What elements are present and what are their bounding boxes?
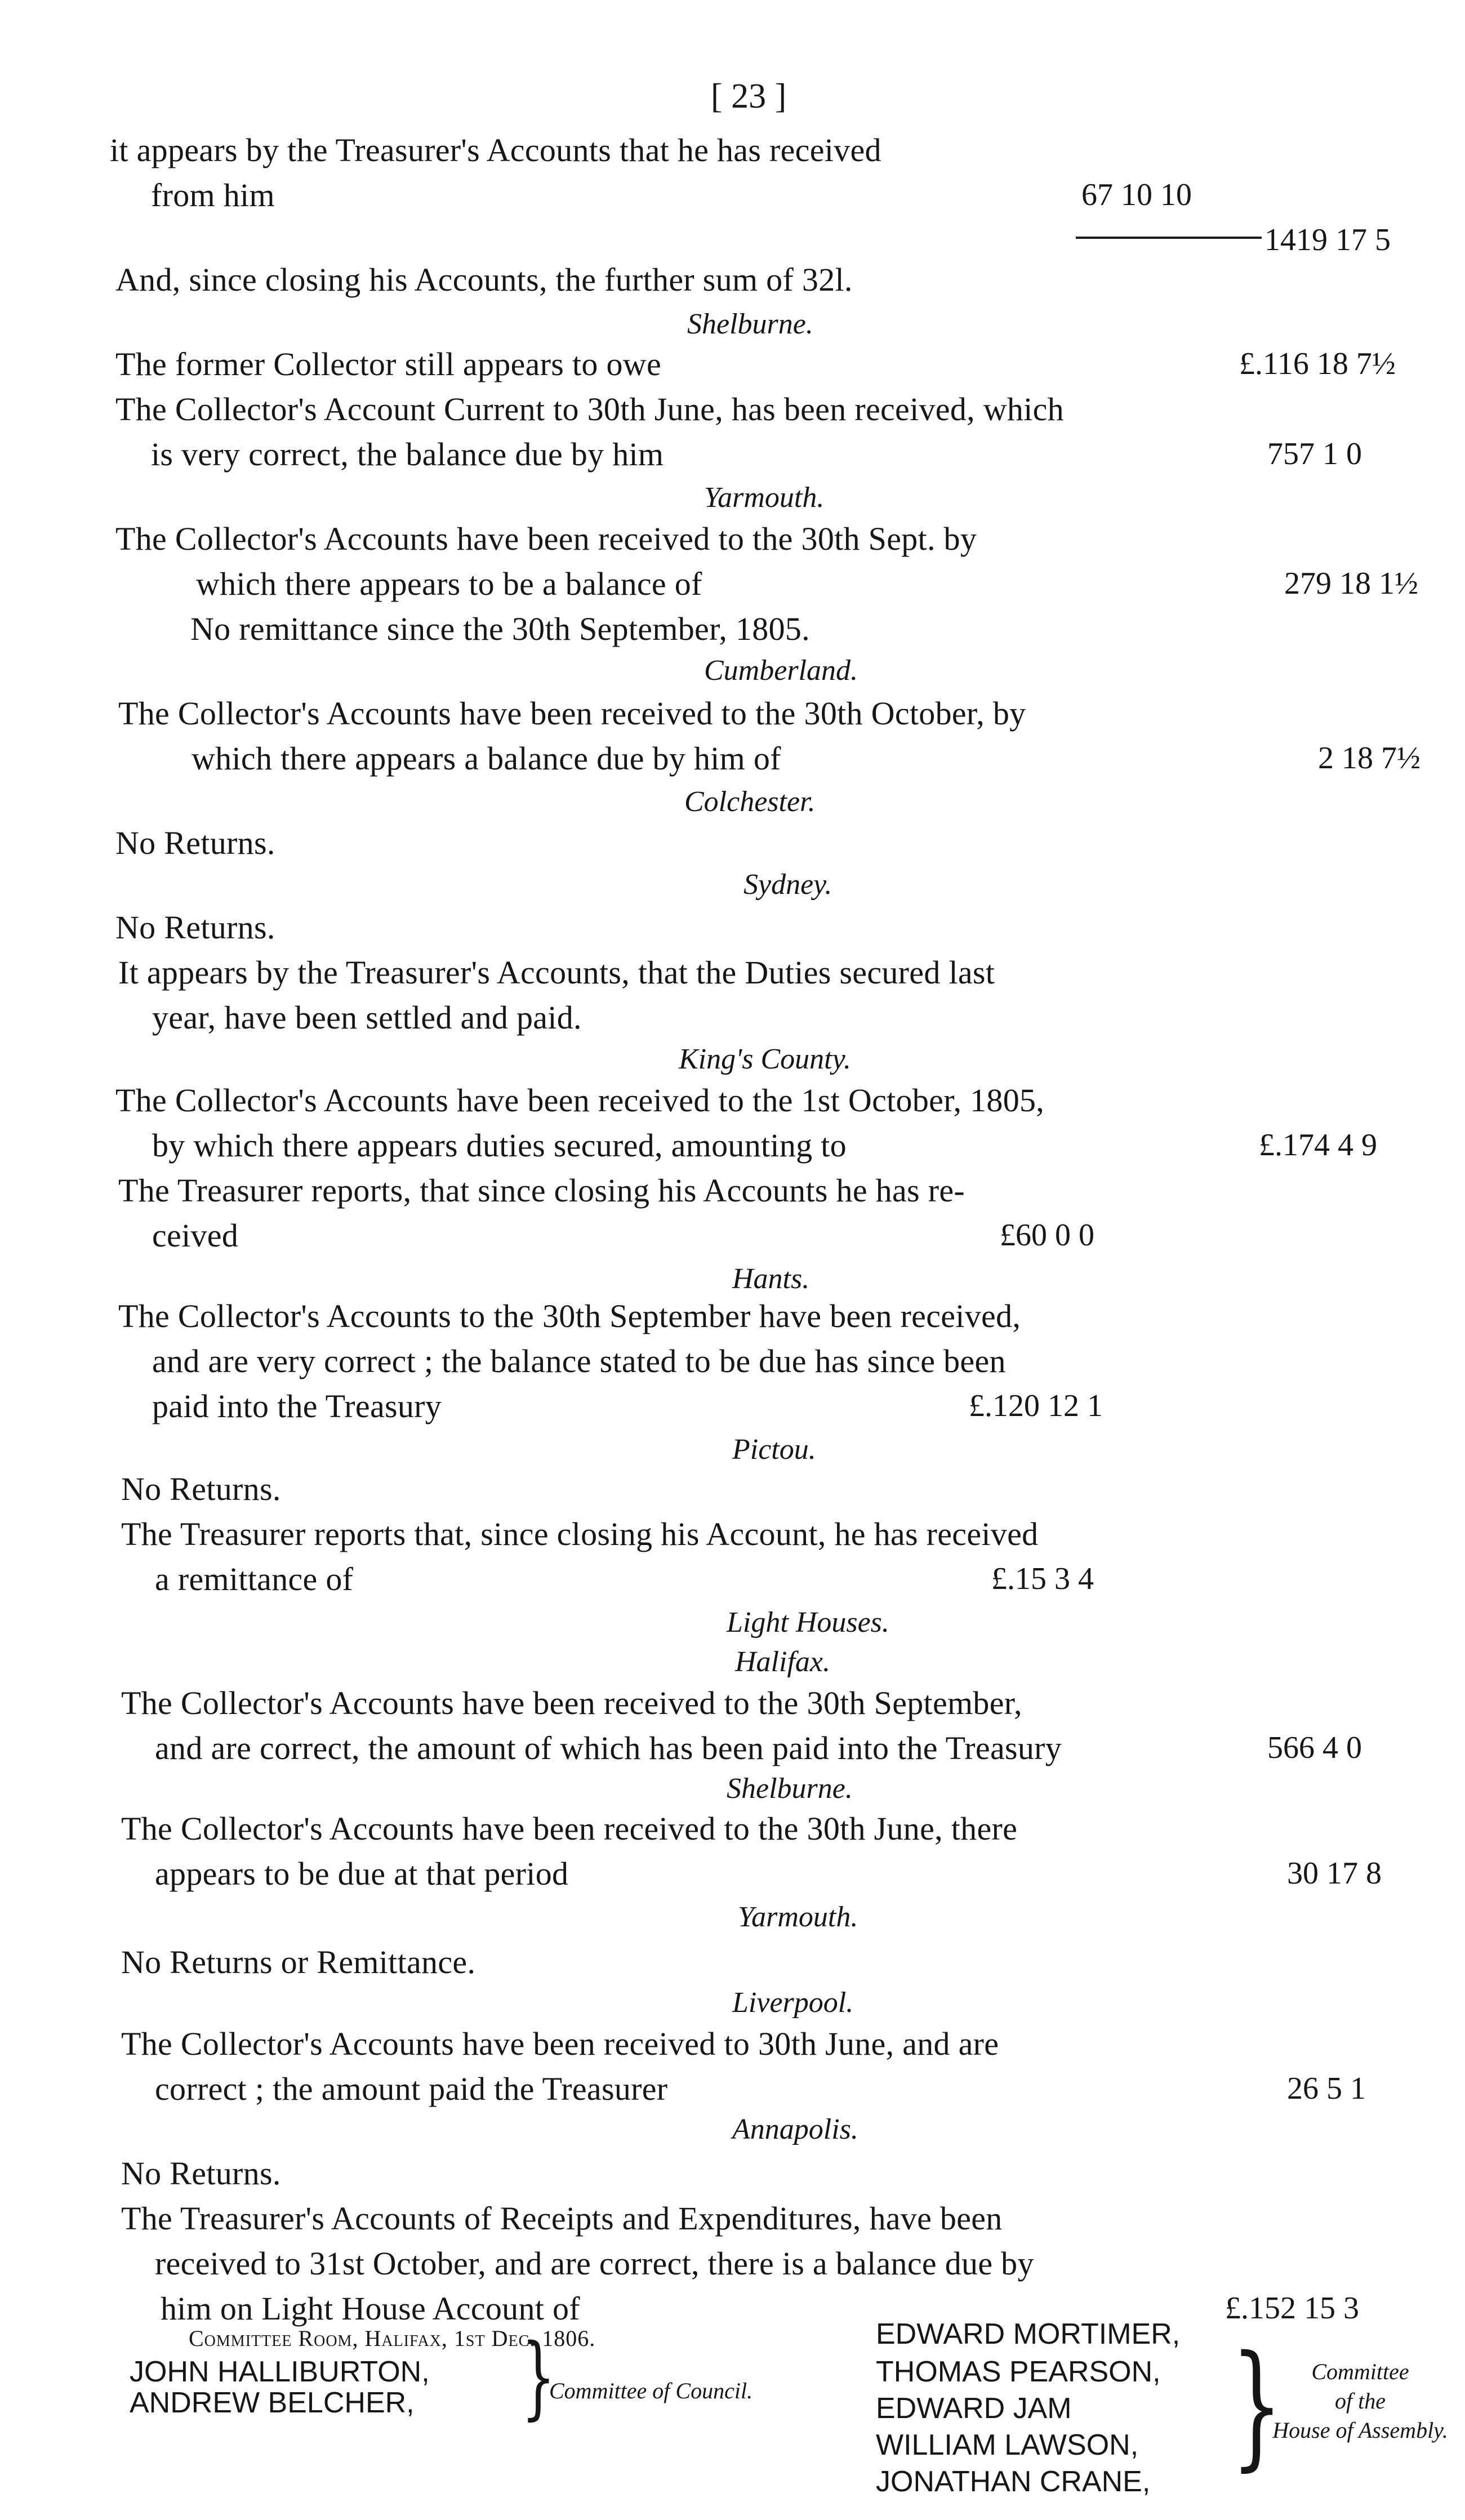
assembly-label-line: Committee — [1311, 2359, 1409, 2384]
amount: 566 4 0 — [1267, 1730, 1362, 1765]
section-heading: Light Houses. — [727, 1606, 889, 1639]
text-line: The Collector's Accounts have been received to the 30th September, — [121, 1685, 1022, 1721]
text-line: from him — [151, 177, 275, 213]
section-heading: Hants. — [732, 1263, 810, 1295]
text-line: and are correct, the amount of which has been paid into the Treasury — [155, 1730, 1062, 1766]
amount: 1419 17 5 — [1264, 222, 1391, 257]
text-line: and are very correct ; the balance stated to be due has since been — [152, 1343, 1006, 1379]
section-heading: Sydney. — [743, 869, 832, 901]
council-member: ANDREW BELCHER, — [130, 2387, 415, 2419]
section-heading: King's County. — [679, 1043, 851, 1075]
text-line: is very correct, the balance due by him — [151, 436, 664, 473]
amount: £.120 12 1 — [969, 1388, 1103, 1423]
text-line: The Collector's Accounts have been received to the 30th Sept. by — [115, 520, 977, 557]
text-line: No Returns. — [121, 2155, 281, 2192]
council-brace: } — [521, 2324, 556, 2429]
assembly-member: WILLIAM LAWSON, — [876, 2429, 1139, 2461]
text-line: received to 31st October, and are correct, there is a balance due by — [155, 2245, 1034, 2282]
amount: £.15 3 4 — [991, 1561, 1094, 1596]
amount: £.174 4 9 — [1259, 1128, 1377, 1163]
text-line: him on Light House Account of — [161, 2290, 580, 2327]
text-line: The Treasurer reports, that since closing his Accounts he has re- — [118, 1172, 965, 1209]
text-line: which there appears a balance due by him of — [192, 740, 781, 777]
text-line: No remittance since the 30th September, 1805. — [190, 611, 810, 647]
text-line: The Collector's Accounts have been received to the 30th June, there — [121, 1810, 1018, 1847]
text-line: The Collector's Accounts have been received to 30th June, and are — [121, 2025, 999, 2062]
section-heading: Pictou. — [732, 1433, 816, 1466]
assembly-brace: } — [1231, 2326, 1283, 2484]
amount: 757 1 0 — [1267, 437, 1362, 471]
amount: £60 0 0 — [1000, 1218, 1094, 1253]
text-line: The Treasurer's Accounts of Receipts and Expenditures, have been — [121, 2200, 1003, 2237]
amount: 2 18 7½ — [1318, 741, 1421, 776]
assembly-member: JONATHAN CRANE, — [876, 2465, 1151, 2498]
assembly-label-line: of the — [1335, 2388, 1386, 2414]
council-member: JOHN HALLIBURTON, — [130, 2356, 430, 2388]
sum-rule — [1076, 237, 1262, 239]
amount: £.152 15 3 — [1225, 2291, 1359, 2326]
text-line: No Returns. — [115, 825, 275, 861]
section-heading: Colchester. — [684, 786, 816, 818]
amount: 279 18 1½ — [1284, 566, 1418, 601]
text-line: And, since closing his Accounts, the further sum of 32l. — [115, 261, 853, 298]
section-heading: Yarmouth. — [704, 482, 825, 514]
assembly-label — [1267, 2357, 1453, 2445]
text-line: correct ; the amount paid the Treasurer — [155, 2071, 668, 2107]
assembly-member: EDWARD JAM — [876, 2392, 1072, 2425]
text-line: No Returns. — [115, 909, 275, 946]
text-line: appears to be due at that period — [155, 1855, 569, 1892]
amount: 26 5 1 — [1287, 2071, 1366, 2106]
text-line: No Returns or Remittance. — [121, 1944, 476, 1980]
text-line: by which there appears duties secured, amounting to — [152, 1127, 847, 1164]
text-line: No Returns. — [121, 1471, 281, 1507]
text-line: The Collector's Account Current to 30th June, has been received, which — [115, 391, 1064, 428]
text-line: The former Collector still appears to owe — [115, 346, 661, 382]
section-heading: Halifax. — [735, 1646, 830, 1678]
text-line: The Collector's Accounts have been received to the 30th October, by — [118, 695, 1026, 732]
amount: £.116 18 7½ — [1239, 346, 1396, 381]
section-heading: Liverpool. — [732, 1987, 854, 2019]
section-heading: Shelburne. — [727, 1773, 853, 1805]
section-heading: Shelburne. — [687, 308, 813, 340]
text-line: which there appears to be a balance of — [196, 566, 702, 602]
assembly-member: EDWARD MORTIMER, — [876, 2318, 1181, 2350]
text-line: it appears by the Treasurer's Accounts that he has received — [110, 132, 881, 168]
section-heading: Yarmouth. — [738, 1901, 858, 1933]
text-line: a remittance of — [155, 1561, 354, 1597]
text-line: year, have been settled and paid. — [152, 999, 582, 1036]
assembly-label-line: House of Assembly. — [1272, 2417, 1448, 2443]
text-line: The Collector's Accounts have been received to the 1st October, 1805, — [115, 1082, 1045, 1119]
amount: 30 17 8 — [1287, 1856, 1382, 1891]
page-number: [ 23 ] — [711, 77, 787, 115]
section-heading: Annapolis. — [732, 2113, 858, 2145]
council-label: Committee of Council. — [549, 2378, 753, 2403]
assembly-member: THOMAS PEARSON, — [876, 2356, 1161, 2388]
text-line: paid into the Treasury — [152, 1388, 442, 1424]
text-line: ceived — [152, 1217, 239, 1254]
text-line: The Collector's Accounts to the 30th September have been received, — [118, 1298, 1021, 1334]
text-line: It appears by the Treasurer's Accounts, that the Duties secured last — [118, 954, 995, 991]
section-heading: Cumberland. — [704, 655, 858, 687]
place-date: Committee Room, Halifax, 1st Dec. 1806. — [189, 2326, 596, 2351]
amount: 67 10 10 — [1081, 177, 1192, 212]
text-line: The Treasurer reports that, since closing his Account, he has received — [121, 1516, 1039, 1552]
